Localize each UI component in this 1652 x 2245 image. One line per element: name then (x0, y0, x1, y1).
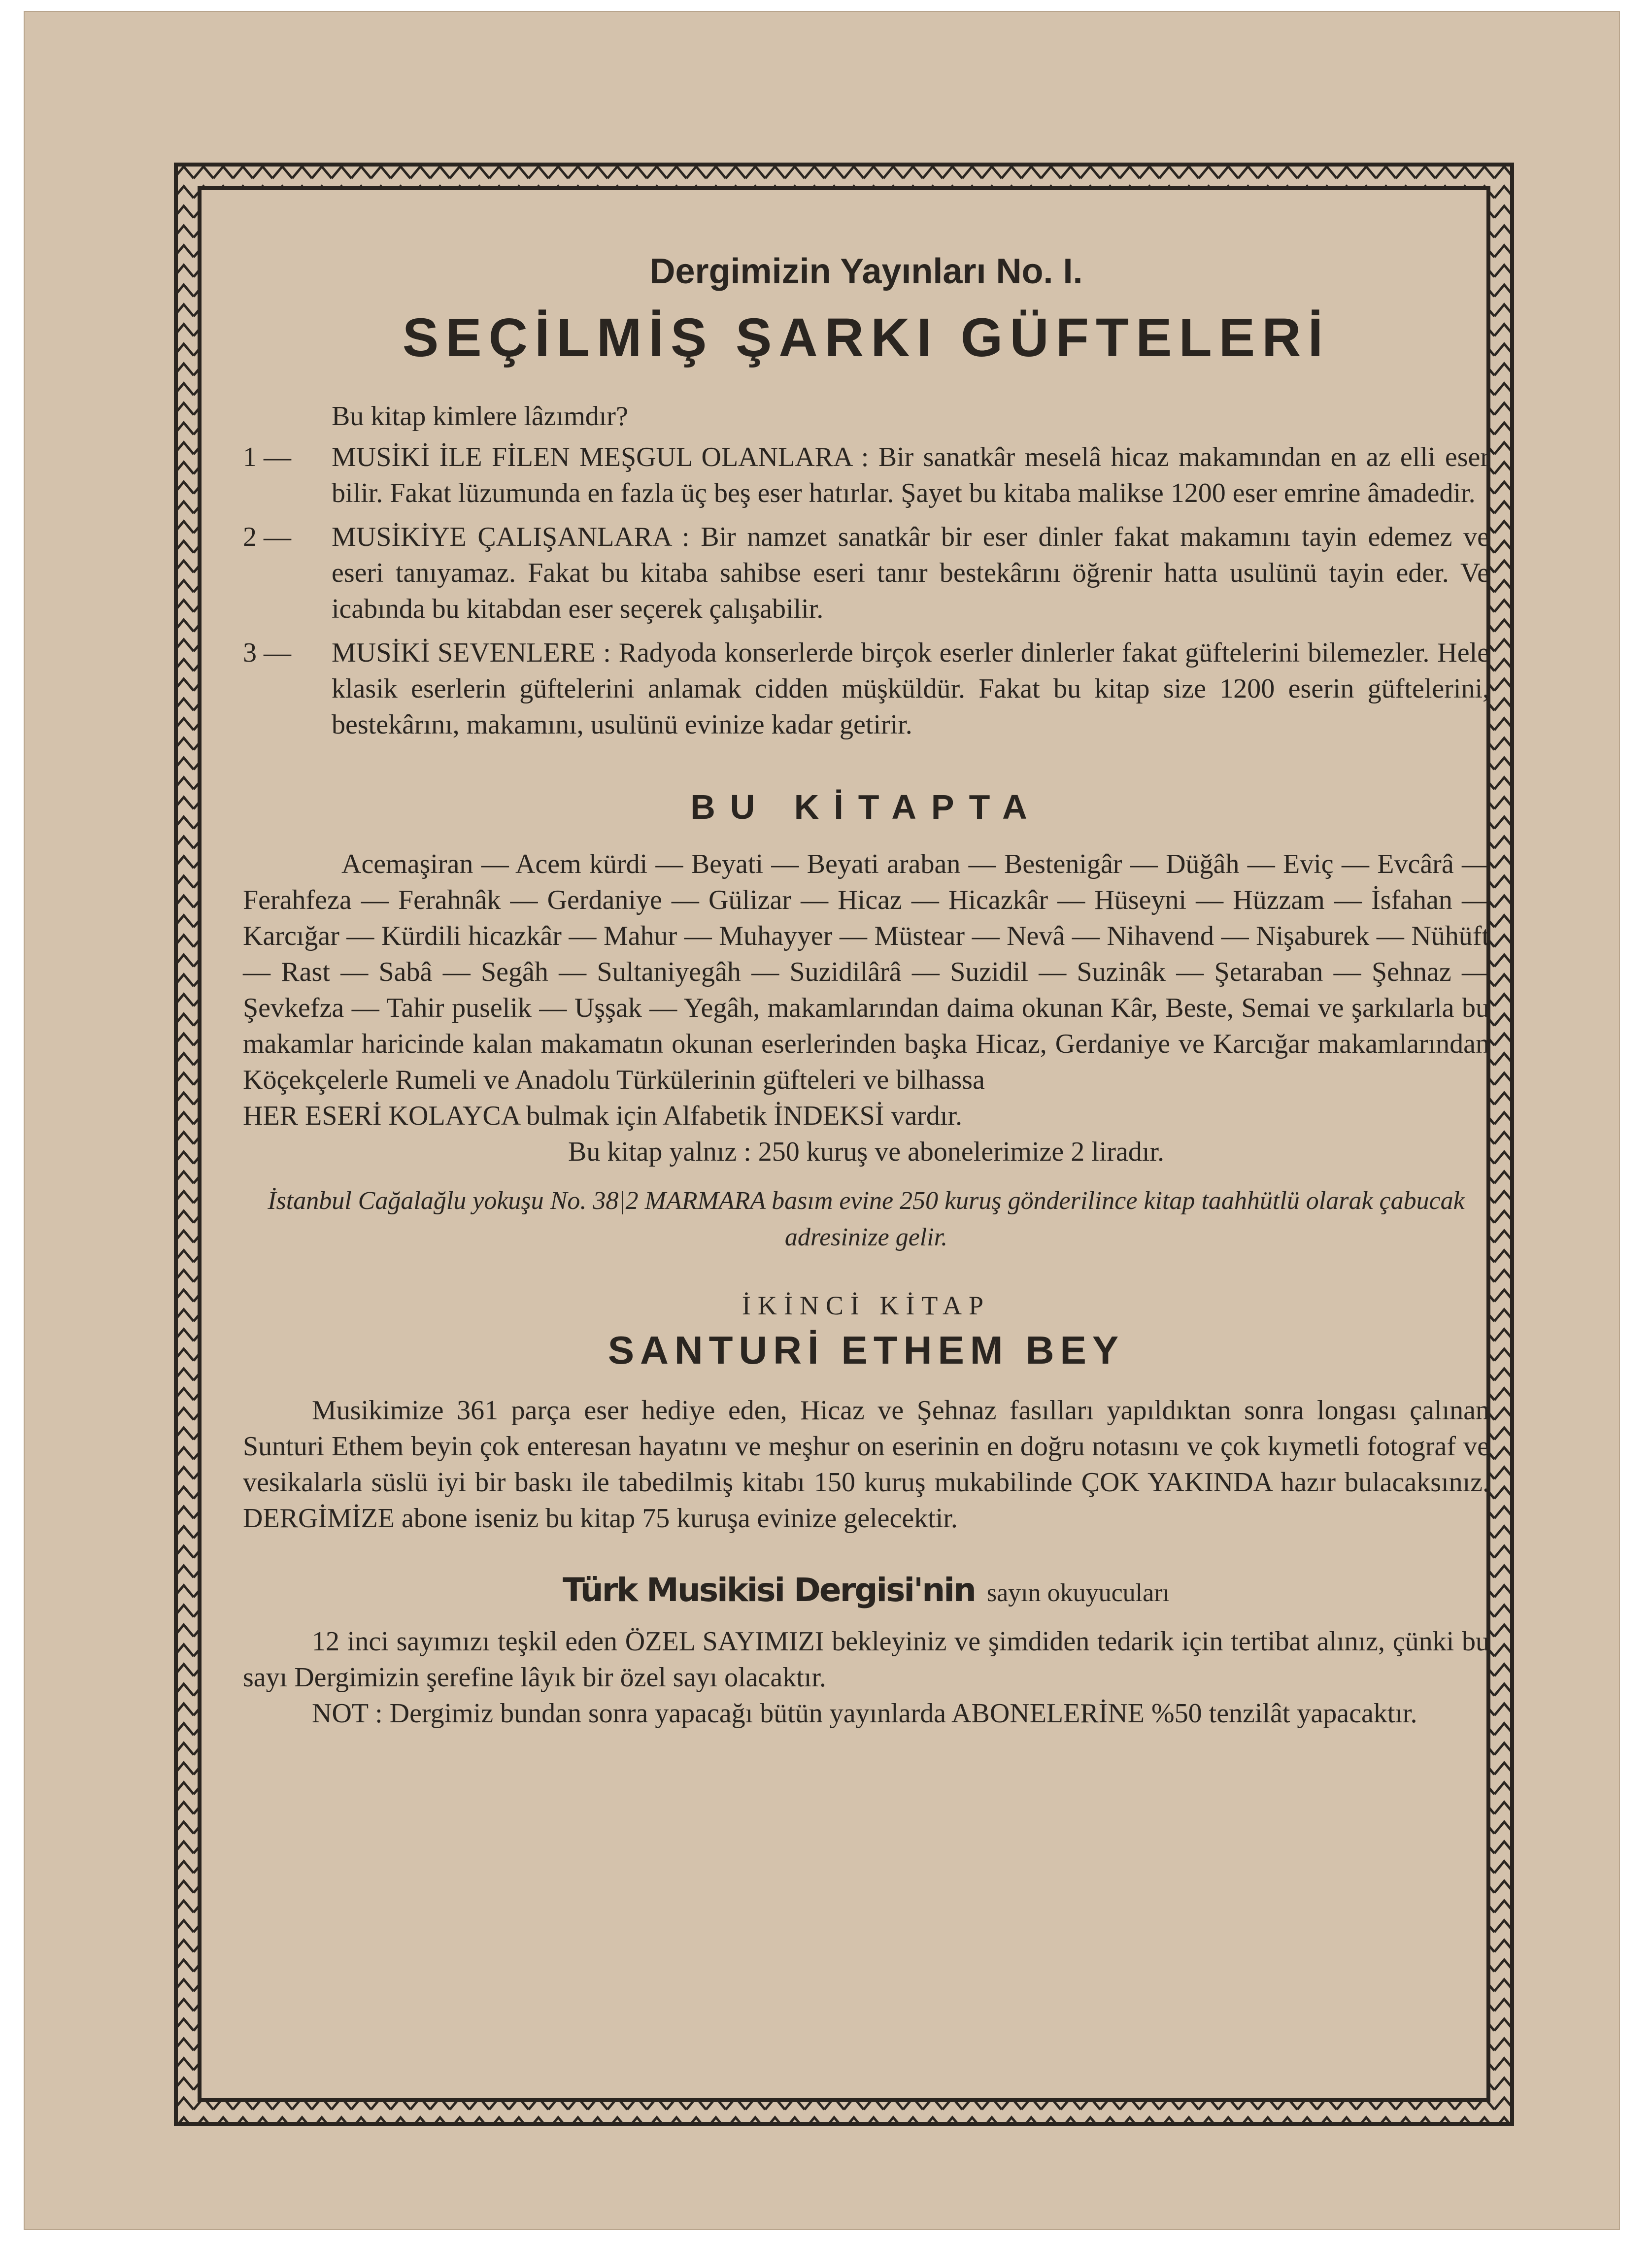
makam-list: Acemaşiran — Acem kürdi — Beyati — Beyati araban — Bestenigâr — Düğâh — Eviç — Evcârâ — Ferahfeza — Ferahnâk — Gerdaniye — Gülizar — Hicaz — Hicazkâr — Hüseyni — Hüzzam — İsfahan — Karcığar — Kürdili hicazkâr — Mahur — Muhayyer — Müstear — Nevâ — Nihavend — Nişaburek — Nühüft — Rast — Sabâ — Segâh — Sultaniyegâh — Suzidilârâ — Suzidil — Suzinâk — Şetaraban — Şehnaz — Şevkefza — Tahir puselik — Uşşak — Yegâh, makamlarından daima okunan Kâr, Beste, Semai ve şarkılarla bu makamlar haricinde kalan makamatın okunan eserlerinden başka Hicaz, Gerdaniye ve Karcığar makamlarından Köçekçelerle Rumeli ve Anadolu Türkülerinin güfteleri ve bilhassa (243, 849, 1489, 1095)
page-title: SEÇİLMİŞ ŞARKI GÜFTELERİ (402, 307, 1330, 368)
page-content (243, 242, 1489, 1732)
note-block (243, 1696, 1489, 1732)
note-text: Dergimiz bundan sonra yapacağı bütün yayınlarda ABONELERİNE %50 tenzilât yapacaktır. (389, 1698, 1417, 1729)
order-note: İstanbul Cağalağlu yokuşu No. 38|2 MARMARA basım evine 250 kuruş gönderilince kitap taahhütlü olarak çabucak adresinize gelir. (268, 1187, 1465, 1251)
readers-label: sayın okuyucuları (986, 1579, 1170, 1607)
list-item-number: 3 — (243, 637, 291, 668)
list-item-number: 2 — (243, 522, 291, 552)
notice-text: 12 inci sayımızı teşkil eden ÖZEL SAYIMIZI bekleyiniz ve şimdiden tedarik için tertibat alınız, çünki bu sayı Dergimizin şerefine lâyık bir özel sayı olacaktır. (243, 1626, 1489, 1693)
magazine-name: Türk Musikisi Dergisi'nin (563, 1571, 975, 1609)
page-sheet (24, 11, 1620, 2230)
list-item (243, 519, 1489, 627)
series-heading: Dergimizin Yayınları No. I. (649, 252, 1083, 291)
section-heading: BU KİTAPTA (690, 788, 1042, 826)
second-book-text: Musikimize 361 parça eser hediye eden, Hicaz ve Şehnaz fasılları yapıldıktan sonra longası çalınan Sunturi Ethem beyin çok enteresan hayatını ve meşhur on eserinin en doğru notasını ve çok kıymetli fotograf ve vesikalarla süslü iyi bir baskı ile tabedilmiş kitabı 150 kuruş mukabilinde ÇOK YAKINDA hazır bulacaksınız. DERGİMİZE abone iseniz bu kitap 75 kuruşa evinize gelecektir. (243, 1395, 1489, 1534)
intro-question: Bu kitap kimlere lâzımdır? (332, 401, 628, 432)
list-item (243, 439, 1489, 511)
second-book-label: İKİNCİ KİTAP (742, 1291, 991, 1320)
list-item-text: MUSİKİ İLE FİLEN MEŞGUL OLANLARA : Bir sanatkâr meselâ hicaz makamından en az elli eser bilir. Fakat lüzumunda en fazla üç beş eser hatırlar. Şayet bu kitaba malikse 1200 eser emrine âmadedir. (332, 442, 1489, 508)
list-item-number: 1 — (243, 442, 291, 472)
price-note: Bu kitap yalnız : 250 kuruş ve abonelerimize 2 liradır. (568, 1137, 1164, 1167)
list-item-text: MUSİKİ SEVENLERE : Radyoda konserlerde birçok eserler dinlerler fakat güftelerini bilemezler. Hele klasik eserlerin güftelerini anlamak cidden müşküldür. Fakat bu kitap size 1200 eserin güftelerini, bestekârını, makamını, usulünü evinize kadar getirir. (332, 637, 1489, 740)
index-note: HER ESERİ KOLAYCA bulmak için Alfabetik İNDEKSİ vardır. (243, 1101, 963, 1131)
notice-heading (243, 1571, 1489, 1609)
list-item (243, 635, 1489, 743)
list-item-text: MUSİKİYE ÇALIŞANLARA : Bir namzet sanatkâr bir eser dinler fakat makamını tayin edemez ve eseri tanıyamaz. Fakat bu kitaba sahibse eseri tanır bestekârını öğrenir hatta usulünü tayin eder. Ve icabında bu kitabdan eser seçerek çalışabilir. (332, 522, 1489, 624)
second-book-title: SANTURİ ETHEM BEY (607, 1328, 1125, 1372)
note-label: NOT : (312, 1698, 383, 1729)
